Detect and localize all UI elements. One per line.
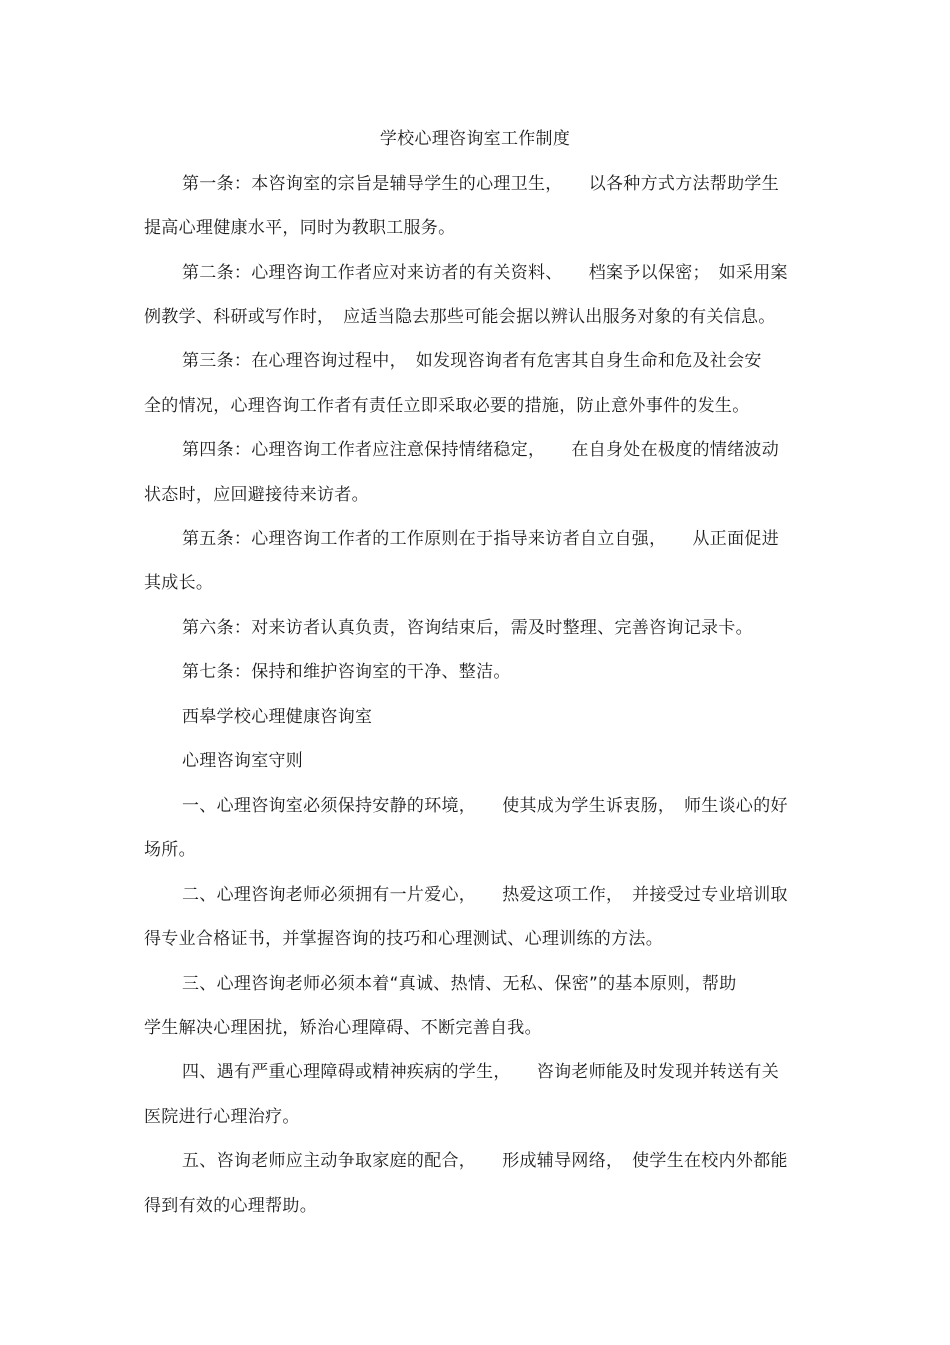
article-2-line-2: 例教学、科研或写作时， 应适当隐去那些可能会据以辨认出服务对象的有关信息。 (144, 307, 776, 327)
article-2-line-1: 第二条：心理咨询工作者应对来访者的有关资料、 档案予以保密； 如采用案 (182, 263, 788, 283)
rule-1-line-1: 一、心理咨询室必须保持安静的环境， 使其成为学生诉衷肠， 师生谈心的好 (182, 796, 788, 816)
article-5-line-1: 第五条：心理咨询工作者的工作原则在于指导来访者自立自强， 从正面促进 (182, 529, 779, 549)
article-5-line-2: 其成长。 (144, 573, 214, 593)
office-signature: 西皋学校心理健康咨询室 (182, 707, 373, 727)
rule-4-line-2: 医院进行心理治疗。 (144, 1107, 300, 1127)
rule-2-line-2: 得专业合格证书，并掌握咨询的技巧和心理测试、心理训练的方法。 (144, 929, 663, 949)
rules-heading: 心理咨询室守则 (182, 751, 304, 771)
article-4-line-2: 状态时，应回避接待来访者。 (144, 485, 369, 505)
document-title: 学校心理咨询室工作制度 (379, 129, 571, 149)
rule-5-line-2: 得到有效的心理帮助。 (144, 1196, 317, 1216)
article-1-line-1: 第一条：本咨询室的宗旨是辅导学生的心理卫生， 以各种方式方法帮助学生 (182, 174, 779, 194)
rule-1-line-2: 场所。 (144, 840, 196, 860)
article-3-line-1: 第三条：在心理咨询过程中， 如发现咨询者有危害其自身生命和危及社会安 (182, 351, 762, 371)
rule-4-line-1: 四、遇有严重心理障碍或精神疾病的学生， 咨询老师能及时发现并转送有关 (182, 1062, 779, 1082)
rule-3-line-1: 三、心理咨询老师必须本着“真诚、热情、无私、保密”的基本原则，帮助 (182, 974, 737, 994)
rule-5-line-1: 五、咨询老师应主动争取家庭的配合， 形成辅导网络， 使学生在校内外都能 (182, 1151, 788, 1171)
article-1-line-2: 提高心理健康水平，同时为教职工服务。 (144, 218, 456, 238)
rule-2-line-1: 二、心理咨询老师必须拥有一片爱心， 热爱这项工作， 并接受过专业培训取 (182, 885, 788, 905)
article-4-line-1: 第四条：心理咨询工作者应注意保持情绪稳定， 在自身处在极度的情绪波动 (182, 440, 779, 460)
article-7-line: 第七条：保持和维护咨询室的干净、整洁。 (182, 662, 511, 682)
article-3-line-2: 全的情况，心理咨询工作者有责任立即采取必要的措施，防止意外事件的发生。 (144, 396, 750, 416)
rule-3-line-2: 学生解决心理困扰，矫治心理障碍、不断完善自我。 (144, 1018, 542, 1038)
article-6-line: 第六条：对来访者认真负责，咨询结束后，需及时整理、完善咨询记录卡。 (182, 618, 753, 638)
